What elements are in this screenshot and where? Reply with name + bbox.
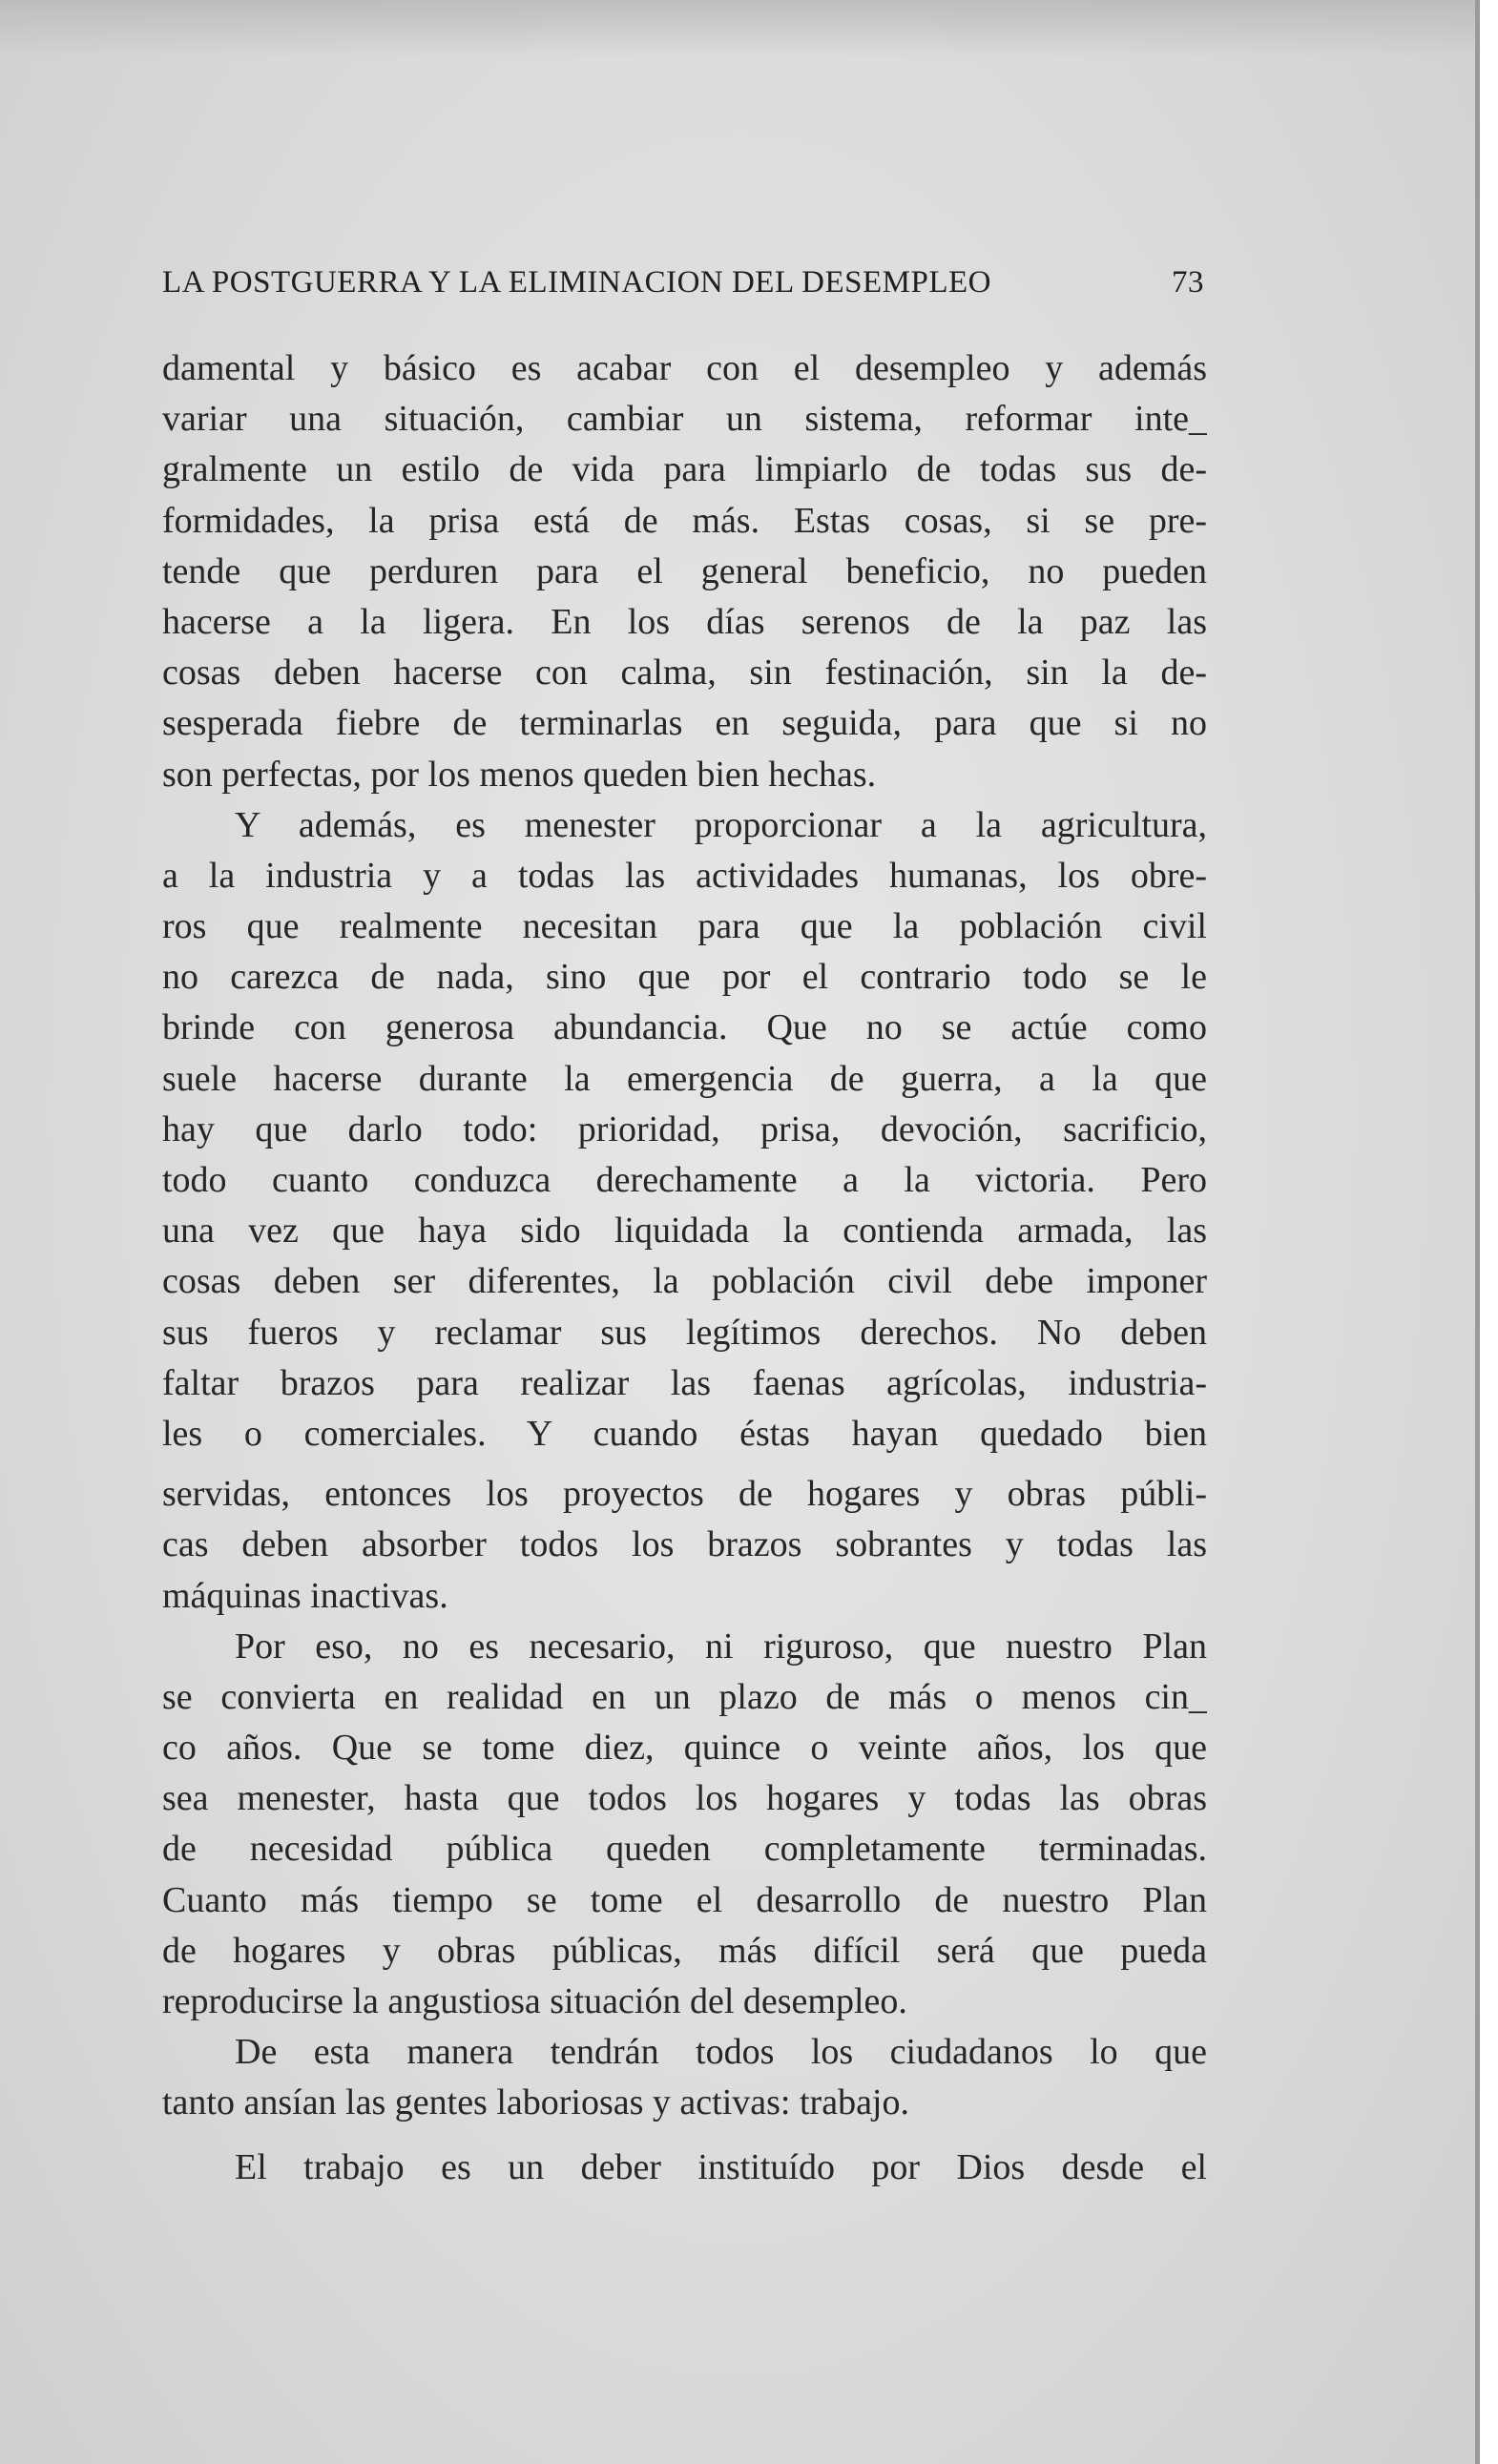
text-line: variar una situación, cambiar un sistema, reformar inte_	[162, 399, 1207, 440]
text-line: co años. Que se tome diez, quince o veinte años, los que	[162, 1728, 1207, 1769]
text-line: ros que realmente necesitan para que la población civil	[162, 906, 1207, 947]
text-line: de necesidad pública queden completamente terminadas.	[162, 1829, 1207, 1870]
text-line: El trabajo es un deber instituído por Dios desde el	[235, 2146, 1207, 2187]
text-line: reproducirse la angustiosa situación del desempleo.	[162, 1981, 907, 2021]
text-line: De esta manera tendrán todos los ciudadanos lo que	[235, 2032, 1207, 2073]
text-line: de hogares y obras públicas, más difícil será que pueda	[162, 1930, 1207, 1971]
text-line: formidades, la prisa está de más. Estas cosas, si se pre-	[162, 500, 1207, 541]
text-line: damental y básico es acabar con el desempleo y además	[162, 348, 1207, 388]
text-line: brinde con generosa abundancia. Que no se actúe como	[162, 1007, 1207, 1048]
body-text	[162, 343, 1207, 2193]
text-line: tanto ansían las gentes laboriosas y activas: trabajo.	[162, 2082, 909, 2123]
text-line: son perfectas, por los menos queden bien hechas.	[162, 754, 877, 795]
text-line: faltar brazos para realizar las faenas agrícolas, industria-	[162, 1362, 1207, 1403]
text-line: sesperada fiebre de terminarlas en seguida, para que si no	[162, 703, 1207, 744]
text-line: máquinas inactivas.	[162, 1575, 448, 1616]
text-line: suele hacerse durante la emergencia de guerra, a la que	[162, 1058, 1207, 1099]
text-line: les o comerciales. Y cuando éstas hayan quedado bien	[162, 1413, 1207, 1454]
text-line: Por eso, no es necesario, ni riguroso, que nuestro Plan	[235, 1625, 1207, 1667]
text-line: se convierta en realidad en un plazo de más o menos cin_	[162, 1676, 1207, 1717]
running-head-title: LA POSTGUERRA Y LA ELIMINACION DEL DESEMPLEO	[162, 265, 991, 300]
text-line: sus fueros y reclamar sus legítimos derechos. No deben	[162, 1312, 1207, 1353]
text-line: todo cuanto conduzca derechamente a la victoria. Pero	[162, 1160, 1207, 1200]
text-line: Y además, es menester proporcionar a la agricultura,	[235, 804, 1207, 845]
text-line: tende que perduren para el general beneficio, no pueden	[162, 550, 1207, 591]
page-edge	[1475, 0, 1480, 2464]
page-number: 73	[1172, 265, 1204, 300]
text-line: servidas, entonces los proyectos de hogares y obras públi-	[162, 1474, 1207, 1515]
text-line: a la industria y a todas las actividades humanas, los obre-	[162, 855, 1207, 896]
text-line: no carezca de nada, sino que por el contrario todo se le	[162, 957, 1207, 998]
text-line: hay que darlo todo: prioridad, prisa, devoción, sacrificio,	[162, 1108, 1207, 1149]
text-line: gralmente un estilo de vida para limpiarlo de todas sus de-	[162, 449, 1207, 490]
text-line: Cuanto más tiempo se tome el desarrollo de nuestro Plan	[162, 1879, 1207, 1920]
scan-shadow-top	[0, 0, 1477, 57]
text-line: cosas deben hacerse con calma, sin festinación, sin la de-	[162, 652, 1207, 694]
text-line: una vez que haya sido liquidada la contienda armada, las	[162, 1211, 1207, 1252]
text-line: cosas deben ser diferentes, la población civil debe imponer	[162, 1261, 1207, 1302]
text-line: hacerse a la ligera. En los días serenos de la paz las	[162, 601, 1207, 642]
text-line: sea menester, hasta que todos los hogares y todas las obras	[162, 1778, 1207, 1819]
text-line: cas deben absorber todos los brazos sobrantes y todas las	[162, 1524, 1207, 1565]
